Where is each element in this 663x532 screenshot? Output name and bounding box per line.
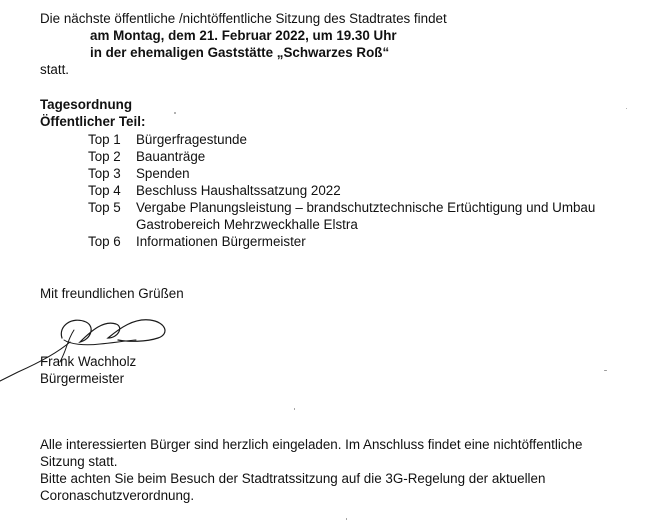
- signatory-name: Frank Wachholz: [40, 354, 137, 369]
- agenda-item-number: Top 6: [88, 234, 121, 249]
- meeting-place: in der ehemaligen Gaststätte „Schwarzes Roß“: [90, 45, 390, 60]
- agenda-item-text: Beschluss Haushaltssatzung 2022: [136, 183, 341, 198]
- agenda-item-number: Top 2: [88, 149, 121, 164]
- public-part-heading: Öffentlicher Teil:: [40, 114, 146, 129]
- scan-speck: [346, 518, 347, 520]
- footer-line: Bitte achten Sie beim Besuch der Stadtratssitzung auf die 3G-Regelung der aktuellen: [40, 471, 546, 486]
- intro-line: Die nächste öffentliche /nichtöffentliche Sitzung des Stadtrates findet: [40, 11, 447, 26]
- agenda-item-number: Top 4: [88, 183, 121, 198]
- agenda-item-text: Spenden: [136, 166, 190, 181]
- scan-speck: [604, 370, 607, 371]
- intro-statt: statt.: [40, 62, 70, 77]
- agenda-item-number: Top 1: [88, 132, 121, 147]
- agenda-item-number: Top 3: [88, 166, 121, 181]
- meeting-date: am Montag, dem 21. Februar 2022, um 19.30 Uhr: [90, 28, 397, 43]
- agenda-item-text-continued: Gastrobereich Mehrzweckhalle Elstra: [136, 217, 358, 232]
- agenda-item-text: Informationen Bürgermeister: [136, 234, 306, 249]
- scan-speck: [626, 108, 627, 109]
- signatory-title: Bürgermeister: [40, 371, 125, 386]
- agenda-heading: Tagesordnung: [40, 97, 132, 112]
- greeting: Mit freundlichen Grüßen: [40, 286, 184, 301]
- agenda-item-text: Bauanträge: [136, 149, 206, 164]
- scan-speck: [174, 112, 176, 114]
- scan-speck: [294, 408, 295, 410]
- agenda-item-text: Vergabe Planungsleistung – brandschutztechnische Ertüchtigung und Umbau: [136, 200, 596, 215]
- footer-line: Coronaschutzverordnung.: [40, 488, 195, 503]
- footer-line: Sitzung statt.: [40, 454, 118, 469]
- agenda-item-text: Bürgerfragestunde: [136, 132, 247, 147]
- agenda-item-number: Top 5: [88, 200, 121, 215]
- footer-line: Alle interessierten Bürger sind herzlich eingeladen. Im Anschluss findet eine nichtöffentliche: [40, 437, 583, 452]
